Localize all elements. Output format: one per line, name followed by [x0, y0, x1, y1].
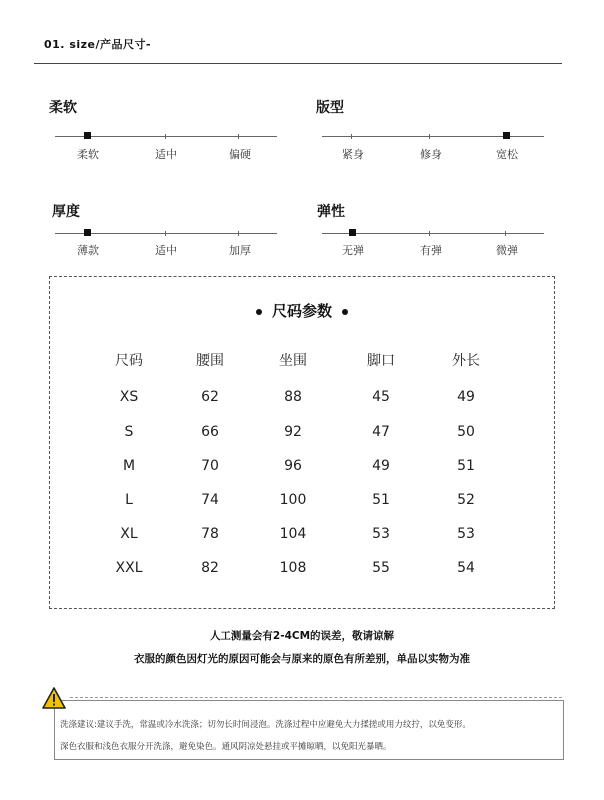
- table-value-cell: 108: [279, 560, 307, 576]
- attribute-label-thickness: 厚度: [52, 204, 80, 220]
- elasticity-option: 无弹: [342, 244, 364, 257]
- fit-option: 宽松: [496, 148, 518, 161]
- scale-tick: [238, 231, 239, 236]
- scale-tick: [165, 231, 166, 236]
- table-value-cell: 49: [457, 389, 475, 405]
- thickness-option: 薄款: [77, 244, 99, 257]
- softness-marker: [84, 132, 91, 139]
- table-size-cell: XS: [119, 389, 139, 405]
- table-size-cell: XXL: [115, 560, 143, 576]
- table-size-cell: XL: [120, 526, 138, 542]
- table-value-cell: 45: [372, 389, 390, 405]
- care-text-line: 深色衣服和浅色衣服分开洗涤，避免染色。通风阴凉处悬挂或平摊晾晒，以免阳光暴晒。: [60, 742, 392, 752]
- table-value-cell: 82: [201, 560, 219, 576]
- table-size-cell: M: [122, 458, 136, 474]
- scale-tick: [429, 231, 430, 236]
- softness-option: 适中: [155, 148, 177, 161]
- table-value-cell: 55: [372, 560, 390, 576]
- scale-tick: [351, 134, 352, 139]
- elasticity-option: 微弹: [496, 244, 518, 257]
- table-value-cell: 78: [201, 526, 219, 542]
- thickness-option: 加厚: [229, 244, 251, 257]
- scale-tick: [505, 231, 506, 236]
- table-value-cell: 88: [284, 389, 302, 405]
- elasticity-marker: [349, 229, 356, 236]
- scale-tick: [429, 134, 430, 139]
- table-header-cell: 外长: [452, 353, 480, 369]
- table-value-cell: 54: [457, 560, 475, 576]
- table-value-cell: 51: [457, 458, 475, 474]
- attribute-label-softness: 柔软: [49, 100, 77, 116]
- table-header-cell: 腰围: [196, 353, 224, 369]
- scale-tick: [238, 134, 239, 139]
- table-value-cell: 53: [457, 526, 475, 542]
- table-size-cell: S: [124, 424, 134, 440]
- table-value-cell: 51: [372, 492, 390, 508]
- measurement-notice: 人工测量会有2-4CM的误差，敬请谅解: [209, 630, 395, 642]
- table-value-cell: 50: [457, 424, 475, 440]
- bullet-icon: [342, 309, 348, 315]
- table-value-cell: 104: [279, 526, 307, 542]
- thickness-option: 适中: [155, 244, 177, 257]
- table-value-cell: 47: [372, 424, 390, 440]
- table-value-cell: 49: [372, 458, 390, 474]
- attribute-label-fit: 版型: [316, 100, 344, 116]
- table-header-cell: 尺码: [115, 353, 143, 369]
- size-table-title-text: 尺码参数: [271, 302, 332, 320]
- fit-option: 紧身: [342, 148, 364, 161]
- table-value-cell: 62: [201, 389, 219, 405]
- table-value-cell: 52: [457, 492, 475, 508]
- elasticity-option: 有弹: [420, 244, 442, 257]
- table-header-cell: 坐围: [279, 353, 307, 369]
- color-notice: 衣服的颜色因灯光的原因可能会与原来的原色有所差别，单品以实物为准: [134, 653, 470, 665]
- table-value-cell: 74: [201, 492, 219, 508]
- thickness-marker: [84, 229, 91, 236]
- care-divider: [70, 697, 562, 698]
- fit-scale: [322, 136, 544, 137]
- softness-option: 柔软: [77, 148, 99, 161]
- care-text-line: 洗涤建议:建议手洗，常温或冷水洗涤；切勿长时间浸泡。洗涤过程中应避免大力揉搓或用力纹拧，以免变形。: [60, 720, 471, 730]
- scale-tick: [165, 134, 166, 139]
- bullet-icon: [256, 309, 262, 315]
- size-table-title: [0, 300, 604, 321]
- fit-marker: [503, 132, 510, 139]
- fit-option: 修身: [420, 148, 442, 161]
- attribute-label-elasticity: 弹性: [317, 204, 345, 220]
- table-value-cell: 53: [372, 526, 390, 542]
- table-size-cell: L: [125, 492, 133, 508]
- table-value-cell: 66: [201, 424, 219, 440]
- table-value-cell: 70: [201, 458, 219, 474]
- softness-option: 偏硬: [229, 148, 251, 161]
- page-title: 01. size/产品尺寸-: [44, 38, 152, 51]
- header-divider: [34, 63, 562, 64]
- table-value-cell: 92: [284, 424, 302, 440]
- table-header-cell: 脚口: [367, 353, 395, 369]
- table-value-cell: 100: [279, 492, 307, 508]
- warning-icon: [42, 687, 66, 709]
- table-value-cell: 96: [284, 458, 302, 474]
